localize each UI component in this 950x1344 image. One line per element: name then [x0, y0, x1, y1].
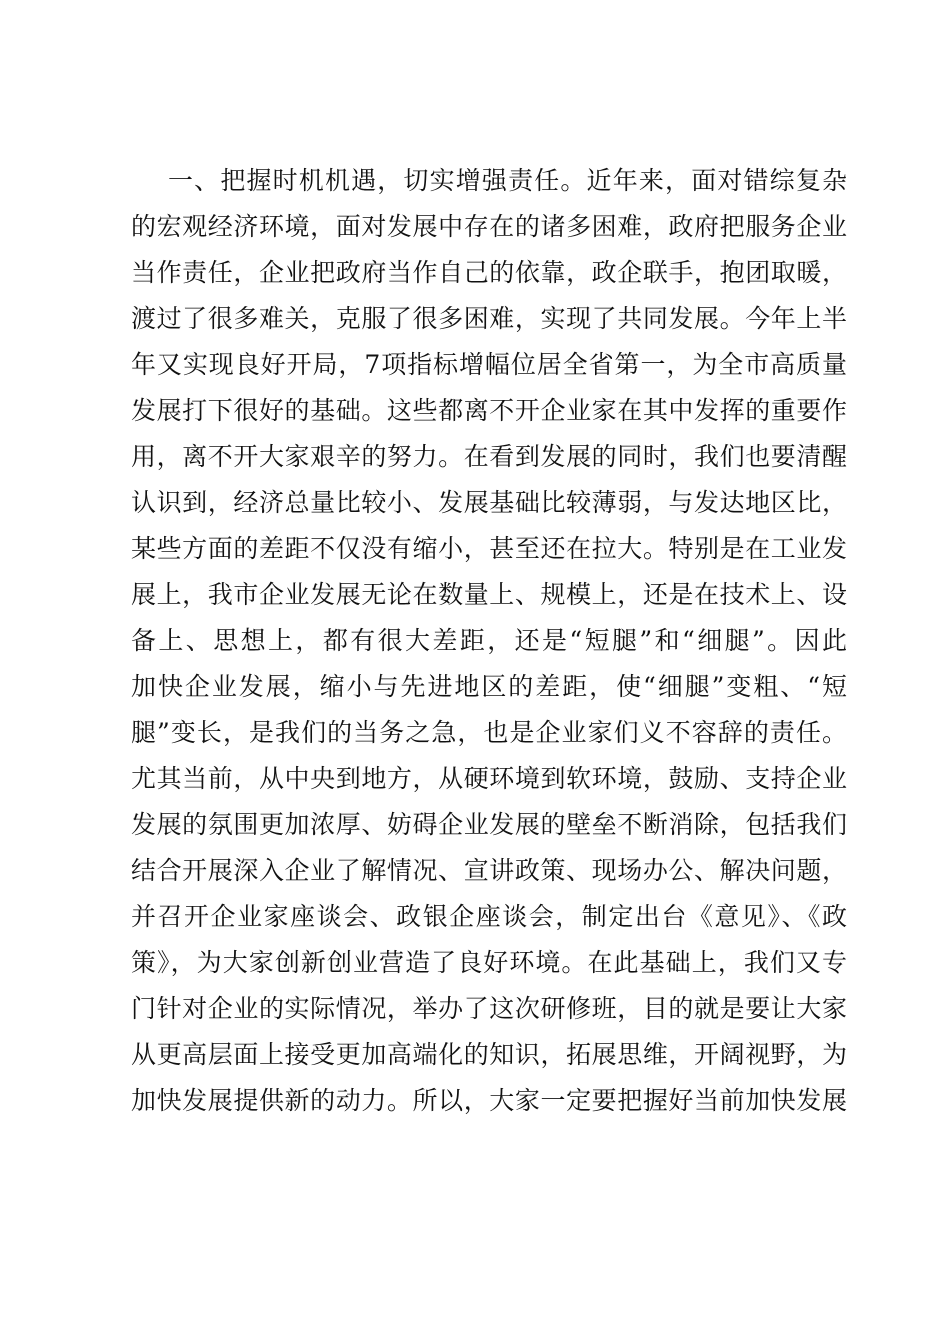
text-line: 当作责任，企业把政府当作自己的依靠，政企联手，抱团取暖， [131, 258, 847, 287]
text-line: 加快发展提供新的动力。所以，大家一定要把握好当前加快发展 [131, 1086, 847, 1115]
text-line: 用，离不开大家艰辛的努力。在看到发展的同时，我们也要清醒 [131, 442, 847, 471]
text-line: 展上，我市企业发展无论在数量上、规模上，还是在技术上、设 [131, 580, 847, 609]
text-line: 尤其当前，从中央到地方，从硬环境到软环境，鼓励、支持企业 [131, 764, 847, 793]
text-line: 备上、思想上，都有很大差距，还是“短腿”和“细腿”。因此 [131, 626, 847, 655]
text-line: 的宏观经济环境，面对发展中存在的诸多困难，政府把服务企业 [131, 212, 847, 241]
text-line: 一、把握时机机遇，切实增强责任。近年来，面对错综复杂 [168, 166, 847, 195]
body-paragraph [131, 158, 847, 1124]
text-line: 腿”变长，是我们的当务之急，也是企业家们义不容辞的责任。 [131, 718, 847, 747]
text-line: 某些方面的差距不仅没有缩小，甚至还在拉大。特别是在工业发 [131, 534, 847, 563]
text-line: 年又实现良好开局，7项指标增幅位居全省第一，为全市高质量 [131, 350, 847, 379]
text-line: 并召开企业家座谈会、政银企座谈会，制定出台《意见》、《政 [131, 902, 847, 931]
text-line: 策》，为大家创新创业营造了良好环境。在此基础上，我们又专 [131, 948, 847, 977]
text-line: 加快企业发展，缩小与先进地区的差距，使“细腿”变粗、“短 [131, 672, 847, 701]
text-line: 认识到，经济总量比较小、发展基础比较薄弱，与发达地区比， [131, 488, 847, 517]
text-line: 渡过了很多难关，克服了很多困难，实现了共同发展。今年上半 [131, 304, 847, 333]
text-line: 门针对企业的实际情况，举办了这次研修班，目的就是要让大家 [131, 994, 847, 1023]
text-line: 结合开展深入企业了解情况、宣讲政策、现场办公、解决问题， [131, 856, 847, 885]
text-line: 发展打下很好的基础。这些都离不开企业家在其中发挥的重要作 [131, 396, 847, 425]
text-line: 从更高层面上接受更加高端化的知识，拓展思维，开阔视野，为 [131, 1040, 847, 1069]
text-line: 发展的氛围更加浓厚、妨碍企业发展的壁垒不断消除，包括我们 [131, 810, 847, 839]
